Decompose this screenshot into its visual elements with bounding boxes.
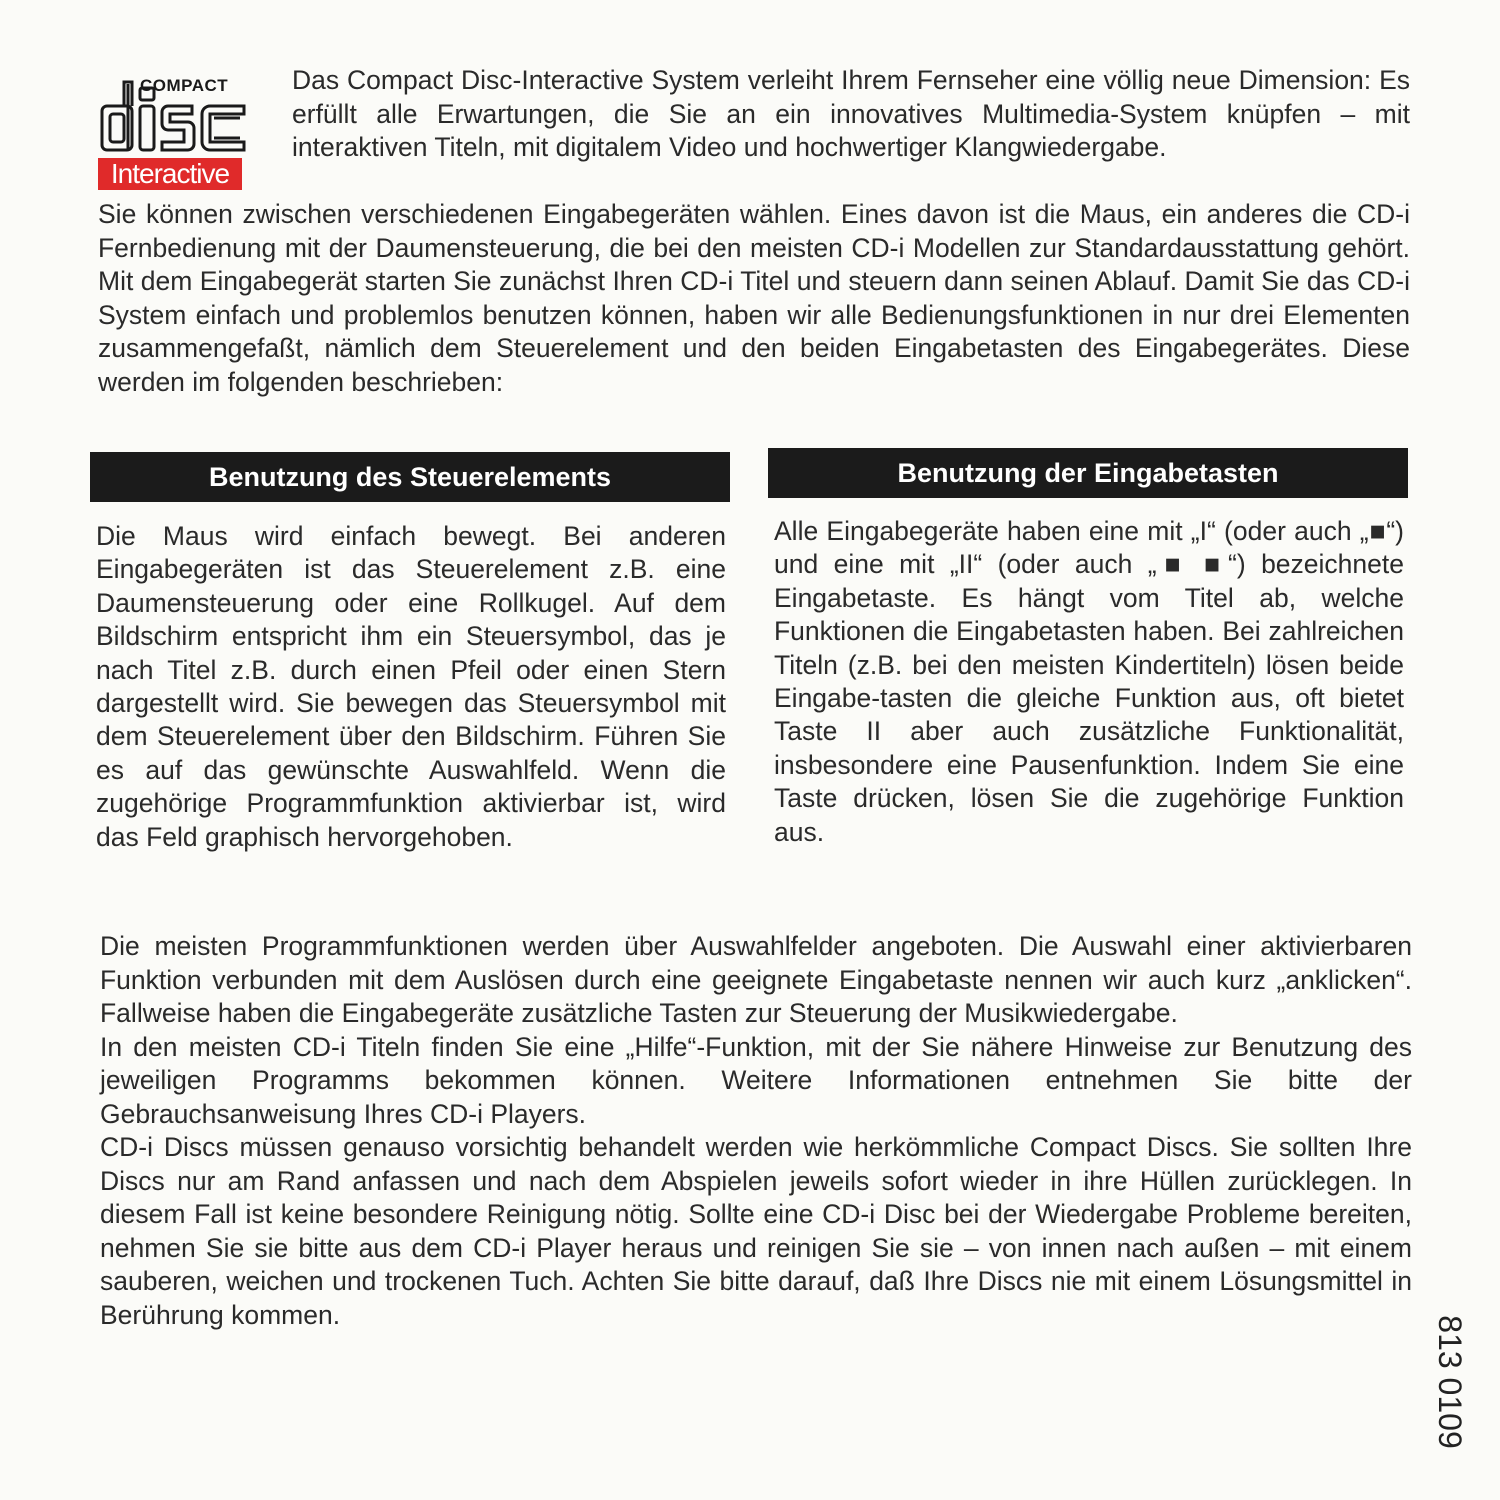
section-heading-eingabetasten: Benutzung der Eingabetasten xyxy=(768,448,1408,498)
input-devices-paragraph: Sie können zwischen verschiedenen Eingabegeräten wählen. Eines davon ist die Maus, ein anderes die CD-i Fernbedienung mit der Daumensteuerung, die bei den meisten CD-i Modellen zur Standardausstattung gehört. Mit dem Eingabegerät starten Sie zunächst Ihren CD-i Titel und steuern dann seinen Ablauf. Damit Sie das CD-i System einfach und problemlos benutzen können, haben wir alle Bedienungsfunktionen in nur drei Elementen zusammengefaßt, nämlich dem Steuerelement und den beiden Eingabetasten des Eingabegerätes. Diese werden im folgenden beschrieben: xyxy=(98,199,1410,397)
compact-disc-interactive-logo xyxy=(98,76,248,192)
section-text-eingabetasten: Alle Eingabegeräte haben eine mit „I“ (oder auch „■“) und eine mit „II“ (oder auch „■ ■“) bezeichnete Eingabetaste. Es hängt vom Titel ab, welche Funktionen die Eingabetasten haben. Bei zahlreichen Titeln (z.B. bei den meisten Kindertiteln) lösen beide Eingabe-tasten die gleiche Funktion aus, oft bietet Taste II aber auch zusätzliche Funktionalität, insbesondere eine Pausenfunktion. Indem Sie eine Taste drücken, lösen Sie die zugehörige Funktion aus. xyxy=(774,516,1404,847)
logo-interactive-label: Interactive xyxy=(98,158,242,190)
bottom-paragraphs: Die meisten Programmfunktionen werden über Auswahlfelder angeboten. Die Auswahl einer aktivierbaren Funktion verbunden mit dem Auslösen durch eine geeignete Eingabetaste nennen wir auch kurz „anklicken“. Fallweise haben die Eingabegeräte zusätzliche Tasten zur Steuerung der Musikwiedergabe. In den meisten CD-i Titeln finden Sie eine „Hilfe“-Funktion, mit der Sie nähere Hinweise zur Benutzung des jeweiligen Programms bekommen können. Weitere Informationen entnehmen Sie bitte der Gebrauchsanweisung Ihres CD-i Players. CD-i Discs müssen genauso vorsichtig behandelt werden wie herkömmliche Compact Discs. Sie sollten Ihre Discs nur am Rand anfassen und nach dem Abspielen jeweils sofort wieder in ihre Hüllen zurücklegen. In diesem Fall ist keine besondere Reinigung nötig. Sollte eine CD-i Disc bei der Wiedergabe Probleme bereiten, nehmen Sie sie bitte aus dem CD-i Player heraus und reinigen Sie sie – von innen nach außen – mit einem sauberen, weichen und trockenen Tuch. Achten Sie bitte darauf, daß Ihre Discs nie mit einem Lösungsmittel in Berührung kommen. xyxy=(100,931,1412,1330)
section-heading-steuerelement: Benutzung des Steuerelements xyxy=(90,452,730,502)
section-text-steuerelement: Die Maus wird einfach bewegt. Bei anderen Eingabegeräten ist das Steuerelement z.B. eine Daumensteuerung oder eine Rollkugel. Auf dem Bildschirm entspricht ihm ein Steuersymbol, das je nach Titel z.B. durch einen Pfeil oder einen Stern dargestellt wird. Sie bewegen das Steuersymbol mit dem Steuerelement über den Bildschirm. Führen Sie es auf das gewünschte Auswahlfeld. Wenn die zugehörige Programmfunktion aktivierbar ist, wird das Feld graphisch hervorgehoben. xyxy=(96,521,726,852)
catalog-number: 813 0109 xyxy=(1432,1315,1468,1449)
logo-compact-text: COMPACT xyxy=(140,76,229,95)
intro-paragraph: Das Compact Disc-Interactive System verleiht Ihrem Fernseher eine völlig neue Dimension: Es erfüllt alle Erwartungen, die Sie an ein innovatives Multimedia-System knüpfen – mit interaktiven Titeln, mit digitalem Video und hochwertiger Klangwiedergabe. xyxy=(292,65,1410,162)
